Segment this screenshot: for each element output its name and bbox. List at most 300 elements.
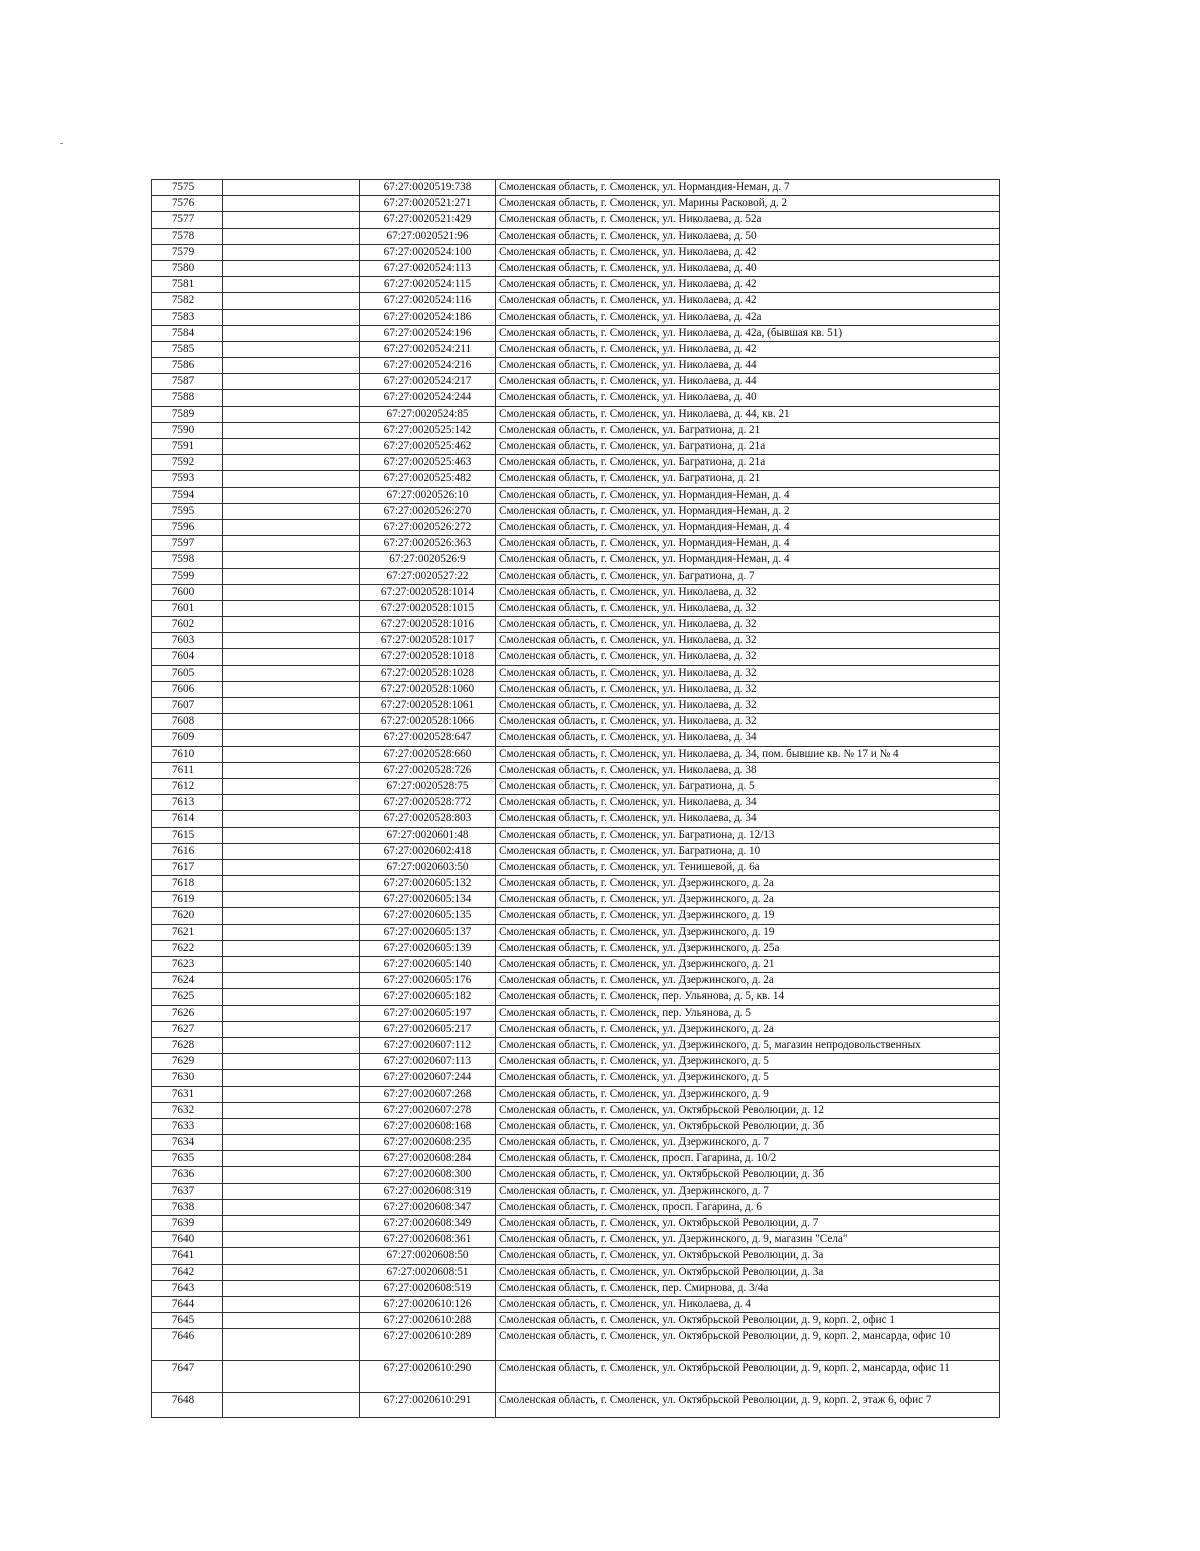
row-number: 7611: [152, 762, 223, 778]
address: Смоленская область, г. Смоленск, ул. Николаева, д. 44: [496, 374, 1000, 390]
address: Смоленская область, г. Смоленск, ул. Багратиона, д. 7: [496, 568, 1000, 584]
row-empty-cell: [223, 1264, 360, 1280]
address: Смоленская область, г. Смоленск, ул. Николаева, д. 42а, (бывшая кв. 51): [496, 325, 1000, 341]
address: Смоленская область, г. Смоленск, ул. Октябрьской Революции, д. 3а: [496, 1248, 1000, 1264]
row-number: 7580: [152, 260, 223, 276]
table-row: [152, 568, 1000, 584]
row-empty-cell: [223, 617, 360, 633]
cadastral-number: 67:27:0020525:482: [360, 471, 496, 487]
row-number: 7599: [152, 568, 223, 584]
table-row: [152, 309, 1000, 325]
cadastral-number: 67:27:0020608:361: [360, 1232, 496, 1248]
address: Смоленская область, г. Смоленск, ул. Октябрьской Революции, д. 9, корп. 2, мансарда, офис 10: [496, 1329, 1000, 1361]
row-empty-cell: [223, 277, 360, 293]
cadastral-number: 67:27:0020524:216: [360, 358, 496, 374]
row-number: 7607: [152, 698, 223, 714]
address: Смоленская область, г. Смоленск, ул. Нормандия-Неман, д. 7: [496, 180, 1000, 196]
row-number: 7587: [152, 374, 223, 390]
table-row: [152, 908, 1000, 924]
address: Смоленская область, г. Смоленск, ул. Багратиона, д. 21а: [496, 455, 1000, 471]
cadastral-number: 67:27:0020601:48: [360, 827, 496, 843]
address: Смоленская область, г. Смоленск, ул. Багратиона, д. 10: [496, 843, 1000, 859]
row-number: 7623: [152, 957, 223, 973]
cadastral-number: 67:27:0020605:182: [360, 989, 496, 1005]
cadastral-number: 67:27:0020524:115: [360, 277, 496, 293]
table-row: [152, 228, 1000, 244]
table-row: [152, 746, 1000, 762]
cadastral-number: 67:27:0020608:168: [360, 1118, 496, 1134]
cadastral-number: 67:27:0020524:113: [360, 260, 496, 276]
address: Смоленская область, г. Смоленск, ул. Нормандия-Неман, д. 4: [496, 487, 1000, 503]
table-row: [152, 455, 1000, 471]
address: Смоленская область, г. Смоленск, ул. Нормандия-Неман, д. 4: [496, 519, 1000, 535]
cadastral-number: 67:27:0020528:1061: [360, 698, 496, 714]
row-empty-cell: [223, 1248, 360, 1264]
row-empty-cell: [223, 973, 360, 989]
row-empty-cell: [223, 1280, 360, 1296]
cadastral-number: 67:27:0020605:217: [360, 1021, 496, 1037]
row-number: 7640: [152, 1232, 223, 1248]
row-number: 7588: [152, 390, 223, 406]
address: Смоленская область, г. Смоленск, ул. Нормандия-Неман, д. 4: [496, 552, 1000, 568]
row-empty-cell: [223, 196, 360, 212]
cadastral-number: 67:27:0020524:186: [360, 309, 496, 325]
table-row: [152, 989, 1000, 1005]
row-number: 7585: [152, 341, 223, 357]
address: Смоленская область, г. Смоленск, ул. Николаева, д. 32: [496, 665, 1000, 681]
address: Смоленская область, г. Смоленск, ул. Октябрьской Революции, д. 3а: [496, 1264, 1000, 1280]
address: Смоленская область, г. Смоленск, ул. Николаева, д. 32: [496, 633, 1000, 649]
address: Смоленская область, г. Смоленск, ул. Николаева, д. 32: [496, 649, 1000, 665]
table-row: [152, 811, 1000, 827]
row-empty-cell: [223, 519, 360, 535]
row-empty-cell: [223, 309, 360, 325]
address: Смоленская область, г. Смоленск, ул. Октябрьской Революции, д. 9, корп. 2, мансарда, офис 11: [496, 1361, 1000, 1393]
cadastral-number: 67:27:0020610:288: [360, 1313, 496, 1329]
row-number: 7592: [152, 455, 223, 471]
row-empty-cell: [223, 1167, 360, 1183]
row-number: 7604: [152, 649, 223, 665]
row-number: 7641: [152, 1248, 223, 1264]
row-empty-cell: [223, 439, 360, 455]
address: Смоленская область, г. Смоленск, ул. Николаева, д. 32: [496, 681, 1000, 697]
cadastral-number: 67:27:0020607:244: [360, 1070, 496, 1086]
address: Смоленская область, г. Смоленск, ул. Багратиона, д. 5: [496, 778, 1000, 794]
row-number: 7638: [152, 1199, 223, 1215]
address: Смоленская область, г. Смоленск, ул. Багратиона, д. 12/13: [496, 827, 1000, 843]
address: Смоленская область, г. Смоленск, ул. Дзержинского, д. 25а: [496, 940, 1000, 956]
table-row: [152, 1070, 1000, 1086]
row-empty-cell: [223, 924, 360, 940]
cadastral-number: 67:27:0020526:363: [360, 536, 496, 552]
cadastral-number: 67:27:0020524:244: [360, 390, 496, 406]
row-number: 7609: [152, 730, 223, 746]
row-number: 7579: [152, 244, 223, 260]
row-empty-cell: [223, 406, 360, 422]
row-empty-cell: [223, 681, 360, 697]
address: Смоленская область, г. Смоленск, ул. Дзержинского, д. 9, магазин "Села": [496, 1232, 1000, 1248]
row-empty-cell: [223, 1329, 360, 1361]
address: Смоленская область, г. Смоленск, ул. Николаева, д. 32: [496, 584, 1000, 600]
row-empty-cell: [223, 1118, 360, 1134]
row-empty-cell: [223, 1313, 360, 1329]
row-number: 7637: [152, 1183, 223, 1199]
row-number: 7626: [152, 1005, 223, 1021]
row-number: 7613: [152, 795, 223, 811]
address: Смоленская область, г. Смоленск, ул. Октябрьской Революции, д. 3б: [496, 1167, 1000, 1183]
table-row: [152, 1167, 1000, 1183]
table-row: [152, 924, 1000, 940]
row-number: 7598: [152, 552, 223, 568]
row-empty-cell: [223, 358, 360, 374]
scan-speck: [60, 143, 63, 144]
table-row: [152, 940, 1000, 956]
address: Смоленская область, г. Смоленск, ул. Николаева, д. 42: [496, 293, 1000, 309]
address: Смоленская область, г. Смоленск, пер. Смирнова, д. 3/4а: [496, 1280, 1000, 1296]
address: Смоленская область, г. Смоленск, ул. Николаева, д. 34: [496, 730, 1000, 746]
row-number: 7620: [152, 908, 223, 924]
row-number: 7616: [152, 843, 223, 859]
row-number: 7628: [152, 1037, 223, 1053]
row-empty-cell: [223, 843, 360, 859]
address: Смоленская область, г. Смоленск, ул. Дзержинского, д. 5: [496, 1070, 1000, 1086]
cadastral-number: 67:27:0020528:1014: [360, 584, 496, 600]
cadastral-number: 67:27:0020525:463: [360, 455, 496, 471]
row-empty-cell: [223, 649, 360, 665]
cadastral-number: 67:27:0020608:50: [360, 1248, 496, 1264]
cadastral-number: 67:27:0020610:290: [360, 1361, 496, 1393]
row-empty-cell: [223, 908, 360, 924]
row-empty-cell: [223, 1296, 360, 1312]
cadastral-number: 67:27:0020605:197: [360, 1005, 496, 1021]
row-number: 7646: [152, 1329, 223, 1361]
address: Смоленская область, г. Смоленск, ул. Дзержинского, д. 2а: [496, 1021, 1000, 1037]
row-empty-cell: [223, 293, 360, 309]
cadastral-number: 67:27:0020519:738: [360, 180, 496, 196]
row-number: 7643: [152, 1280, 223, 1296]
row-empty-cell: [223, 665, 360, 681]
row-number: 7610: [152, 746, 223, 762]
cadastral-number: 67:27:0020605:132: [360, 876, 496, 892]
cadastral-number: 67:27:0020528:726: [360, 762, 496, 778]
row-number: 7639: [152, 1216, 223, 1232]
row-number: 7584: [152, 325, 223, 341]
cadastral-number: 67:27:0020521:96: [360, 228, 496, 244]
table-row: [152, 1248, 1000, 1264]
cadastral-number: 67:27:0020603:50: [360, 859, 496, 875]
address: Смоленская область, г. Смоленск, ул. Октябрьской Революции, д. 12: [496, 1102, 1000, 1118]
address: Смоленская область, г. Смоленск, ул. Нормандия-Неман, д. 2: [496, 503, 1000, 519]
address: Смоленская область, г. Смоленск, ул. Николаева, д. 44: [496, 358, 1000, 374]
row-empty-cell: [223, 471, 360, 487]
row-empty-cell: [223, 1135, 360, 1151]
row-number: 7606: [152, 681, 223, 697]
row-empty-cell: [223, 762, 360, 778]
address: Смоленская область, г. Смоленск, ул. Октябрьской Революции, д. 9, корп. 2, офис 1: [496, 1313, 1000, 1329]
cadastral-number: 67:27:0020521:429: [360, 212, 496, 228]
table-row: [152, 714, 1000, 730]
table-row: [152, 633, 1000, 649]
cadastral-number: 67:27:0020528:75: [360, 778, 496, 794]
cadastral-number: 67:27:0020528:647: [360, 730, 496, 746]
address: Смоленская область, г. Смоленск, ул. Дзержинского, д. 7: [496, 1183, 1000, 1199]
table-row: [152, 1296, 1000, 1312]
cadastral-number: 67:27:0020525:142: [360, 422, 496, 438]
address: Смоленская область, г. Смоленск, ул. Николаева, д. 50: [496, 228, 1000, 244]
cadastral-number: 67:27:0020524:196: [360, 325, 496, 341]
row-number: 7647: [152, 1361, 223, 1393]
table-row: [152, 1054, 1000, 1070]
table-row: [152, 1037, 1000, 1053]
row-empty-cell: [223, 827, 360, 843]
cadastral-number: 67:27:0020527:22: [360, 568, 496, 584]
row-number: 7575: [152, 180, 223, 196]
row-number: 7621: [152, 924, 223, 940]
cadastral-number: 67:27:0020608:284: [360, 1151, 496, 1167]
cadastral-register-table: [151, 179, 1000, 1418]
address: Смоленская область, г. Смоленск, ул. Октябрьской Революции, д. 9, корп. 2, этаж 6, офис 7: [496, 1393, 1000, 1418]
row-empty-cell: [223, 989, 360, 1005]
table-row: [152, 1183, 1000, 1199]
row-number: 7590: [152, 422, 223, 438]
cadastral-number: 67:27:0020602:418: [360, 843, 496, 859]
row-empty-cell: [223, 1054, 360, 1070]
address: Смоленская область, г. Смоленск, ул. Марины Расковой, д. 2: [496, 196, 1000, 212]
address: Смоленская область, г. Смоленск, ул. Дзержинского, д. 2а: [496, 892, 1000, 908]
address: Смоленская область, г. Смоленск, ул. Дзержинского, д. 19: [496, 908, 1000, 924]
cadastral-number: 67:27:0020610:289: [360, 1329, 496, 1361]
table-row: [152, 374, 1000, 390]
table-row: [152, 487, 1000, 503]
table-row: [152, 390, 1000, 406]
cadastral-number: 67:27:0020608:319: [360, 1183, 496, 1199]
table-row: [152, 406, 1000, 422]
row-number: 7601: [152, 600, 223, 616]
cadastral-number: 67:27:0020610:291: [360, 1393, 496, 1418]
address: Смоленская область, г. Смоленск, ул. Багратиона, д. 21: [496, 471, 1000, 487]
table-row: [152, 1102, 1000, 1118]
row-empty-cell: [223, 244, 360, 260]
row-number: 7608: [152, 714, 223, 730]
cadastral-number: 67:27:0020608:349: [360, 1216, 496, 1232]
table-row: [152, 762, 1000, 778]
cadastral-number: 67:27:0020521:271: [360, 196, 496, 212]
row-empty-cell: [223, 746, 360, 762]
row-number: 7602: [152, 617, 223, 633]
row-number: 7630: [152, 1070, 223, 1086]
table-row: [152, 1005, 1000, 1021]
address: Смоленская область, г. Смоленск, ул. Николаева, д. 34: [496, 811, 1000, 827]
row-number: 7582: [152, 293, 223, 309]
cadastral-number: 67:27:0020526:272: [360, 519, 496, 535]
row-number: 7576: [152, 196, 223, 212]
cadastral-number: 67:27:0020605:140: [360, 957, 496, 973]
row-empty-cell: [223, 633, 360, 649]
table-row: [152, 552, 1000, 568]
table-row: [152, 730, 1000, 746]
row-number: 7617: [152, 859, 223, 875]
row-empty-cell: [223, 892, 360, 908]
row-number: 7629: [152, 1054, 223, 1070]
address: Смоленская область, г. Смоленск, ул. Николаева, д. 32: [496, 698, 1000, 714]
row-number: 7615: [152, 827, 223, 843]
cadastral-number: 67:27:0020528:1018: [360, 649, 496, 665]
table-row: [152, 778, 1000, 794]
address: Смоленская область, г. Смоленск, ул. Николаева, д. 42: [496, 244, 1000, 260]
row-empty-cell: [223, 876, 360, 892]
cadastral-number: 67:27:0020526:10: [360, 487, 496, 503]
address: Смоленская область, г. Смоленск, ул. Николаева, д. 34, пом. бывшие кв. № 17 и № 4: [496, 746, 1000, 762]
row-number: 7619: [152, 892, 223, 908]
address: Смоленская область, г. Смоленск, ул. Николаева, д. 32: [496, 600, 1000, 616]
address: Смоленская область, г. Смоленск, просп. Гагарина, д. 6: [496, 1199, 1000, 1215]
cadastral-number: 67:27:0020525:462: [360, 439, 496, 455]
table-row: [152, 892, 1000, 908]
row-empty-cell: [223, 1361, 360, 1393]
table-row: [152, 859, 1000, 875]
row-number: 7624: [152, 973, 223, 989]
cadastral-number: 67:27:0020608:51: [360, 1264, 496, 1280]
table-row: [152, 1361, 1000, 1393]
address: Смоленская область, г. Смоленск, ул. Николаева, д. 40: [496, 260, 1000, 276]
table-row: [152, 1216, 1000, 1232]
address: Смоленская область, г. Смоленск, пер. Ульянова, д. 5: [496, 1005, 1000, 1021]
table-row: [152, 293, 1000, 309]
row-empty-cell: [223, 536, 360, 552]
cadastral-number: 67:27:0020528:772: [360, 795, 496, 811]
table-row: [152, 1135, 1000, 1151]
cadastral-number: 67:27:0020605:134: [360, 892, 496, 908]
row-number: 7597: [152, 536, 223, 552]
cadastral-number: 67:27:0020607:112: [360, 1037, 496, 1053]
address: Смоленская область, г. Смоленск, ул. Дзержинского, д. 21: [496, 957, 1000, 973]
table-row: [152, 1151, 1000, 1167]
address: Смоленская область, г. Смоленск, ул. Тенишевой, д. 6а: [496, 859, 1000, 875]
table-row: [152, 422, 1000, 438]
row-number: 7622: [152, 940, 223, 956]
row-empty-cell: [223, 180, 360, 196]
row-empty-cell: [223, 422, 360, 438]
row-number: 7634: [152, 1135, 223, 1151]
row-number: 7600: [152, 584, 223, 600]
row-empty-cell: [223, 600, 360, 616]
table-row: [152, 665, 1000, 681]
table-row: [152, 277, 1000, 293]
table-row: [152, 212, 1000, 228]
row-number: 7589: [152, 406, 223, 422]
cadastral-number: 67:27:0020526:9: [360, 552, 496, 568]
row-number: 7612: [152, 778, 223, 794]
table-row: [152, 795, 1000, 811]
address: Смоленская область, г. Смоленск, ул. Багратиона, д. 21а: [496, 439, 1000, 455]
cadastral-number: 67:27:0020607:113: [360, 1054, 496, 1070]
table-row: [152, 876, 1000, 892]
row-empty-cell: [223, 260, 360, 276]
table-row: [152, 1021, 1000, 1037]
row-empty-cell: [223, 325, 360, 341]
row-number: 7605: [152, 665, 223, 681]
cadastral-number: 67:27:0020528:1015: [360, 600, 496, 616]
cadastral-number: 67:27:0020610:126: [360, 1296, 496, 1312]
row-number: 7581: [152, 277, 223, 293]
row-empty-cell: [223, 1216, 360, 1232]
cadastral-number: 67:27:0020524:217: [360, 374, 496, 390]
table-row: [152, 519, 1000, 535]
row-empty-cell: [223, 940, 360, 956]
address: Смоленская область, г. Смоленск, ул. Дзержинского, д. 2а: [496, 973, 1000, 989]
address: Смоленская область, г. Смоленск, ул. Дзержинского, д. 5: [496, 1054, 1000, 1070]
row-number: 7618: [152, 876, 223, 892]
address: Смоленская область, г. Смоленск, ул. Николаева, д. 4: [496, 1296, 1000, 1312]
row-number: 7595: [152, 503, 223, 519]
cadastral-number: 67:27:0020608:347: [360, 1199, 496, 1215]
row-number: 7631: [152, 1086, 223, 1102]
cadastral-number: 67:27:0020528:1017: [360, 633, 496, 649]
row-number: 7578: [152, 228, 223, 244]
row-number: 7625: [152, 989, 223, 1005]
row-number: 7627: [152, 1021, 223, 1037]
table-row: [152, 973, 1000, 989]
table-row: [152, 244, 1000, 260]
address: Смоленская область, г. Смоленск, ул. Октябрьской Революции, д. 7: [496, 1216, 1000, 1232]
row-number: 7591: [152, 439, 223, 455]
row-empty-cell: [223, 1021, 360, 1037]
address: Смоленская область, г. Смоленск, ул. Николаева, д. 40: [496, 390, 1000, 406]
cadastral-number: 67:27:0020607:278: [360, 1102, 496, 1118]
address: Смоленская область, г. Смоленск, ул. Октябрьской Революции, д. 3б: [496, 1118, 1000, 1134]
table-row: [152, 681, 1000, 697]
row-number: 7645: [152, 1313, 223, 1329]
row-number: 7583: [152, 309, 223, 325]
address: Смоленская область, г. Смоленск, ул. Дзержинского, д. 7: [496, 1135, 1000, 1151]
row-number: 7594: [152, 487, 223, 503]
table-row: [152, 584, 1000, 600]
row-number: 7603: [152, 633, 223, 649]
table-row: [152, 827, 1000, 843]
row-number: 7632: [152, 1102, 223, 1118]
row-empty-cell: [223, 730, 360, 746]
table-row: [152, 536, 1000, 552]
row-empty-cell: [223, 957, 360, 973]
row-empty-cell: [223, 228, 360, 244]
row-empty-cell: [223, 1199, 360, 1215]
table-row: [152, 1313, 1000, 1329]
row-empty-cell: [223, 1232, 360, 1248]
address: Смоленская область, г. Смоленск, просп. Гагарина, д. 10/2: [496, 1151, 1000, 1167]
row-number: 7577: [152, 212, 223, 228]
cadastral-number: 67:27:0020605:139: [360, 940, 496, 956]
row-number: 7586: [152, 358, 223, 374]
table-row: [152, 698, 1000, 714]
table-row: [152, 1118, 1000, 1134]
cadastral-number: 67:27:0020608:235: [360, 1135, 496, 1151]
address: Смоленская область, г. Смоленск, ул. Николаева, д. 32: [496, 617, 1000, 633]
table-row: [152, 1264, 1000, 1280]
table-row: [152, 1280, 1000, 1296]
cadastral-number: 67:27:0020608:519: [360, 1280, 496, 1296]
table-row: [152, 196, 1000, 212]
address: Смоленская область, г. Смоленск, ул. Николаева, д. 42а: [496, 309, 1000, 325]
row-empty-cell: [223, 584, 360, 600]
row-number: 7635: [152, 1151, 223, 1167]
cadastral-number: 67:27:0020528:1060: [360, 681, 496, 697]
table-row: [152, 1393, 1000, 1418]
address: Смоленская область, г. Смоленск, ул. Дзержинского, д. 19: [496, 924, 1000, 940]
table-row: [152, 503, 1000, 519]
row-empty-cell: [223, 552, 360, 568]
cadastral-number: 67:27:0020605:135: [360, 908, 496, 924]
row-number: 7642: [152, 1264, 223, 1280]
